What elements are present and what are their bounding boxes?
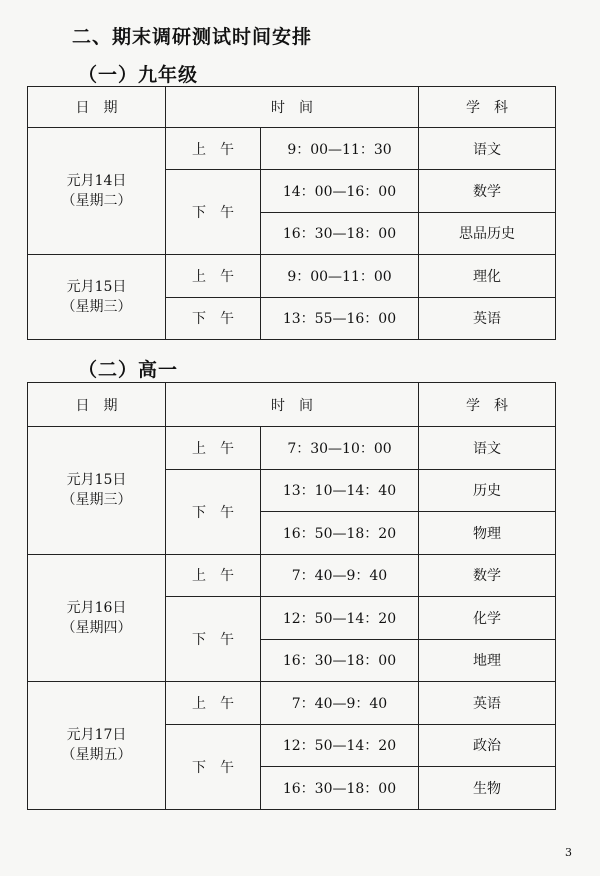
header-date: 日 期 (28, 87, 166, 128)
subject-cell: 思品历史 (419, 212, 556, 254)
weekday-text: （星期三） (61, 299, 132, 316)
time-cell: 9：00—11：30 (261, 128, 419, 170)
time-cell: 12：50—14：20 (261, 724, 419, 767)
header-time: 时 间 (166, 87, 419, 128)
date-text: 元月17日 (66, 727, 127, 744)
date-cell (28, 554, 166, 682)
table-header-row (28, 87, 556, 128)
period-cell: 下 午 (166, 297, 261, 339)
table-row (28, 255, 556, 297)
period-cell: 上 午 (166, 255, 261, 297)
subject-cell: 政治 (419, 724, 556, 767)
header-date: 日 期 (28, 383, 166, 427)
date-cell (28, 255, 166, 340)
period-cell: 上 午 (166, 554, 261, 597)
time-cell: 7：40—9：40 (261, 554, 419, 597)
weekday-text: （星期四） (61, 619, 132, 636)
header-subject: 学 科 (419, 383, 556, 427)
subject-cell: 语文 (419, 427, 556, 470)
subject-cell: 数学 (419, 170, 556, 212)
period-cell: 下 午 (166, 597, 261, 682)
time-cell: 13：55—16：00 (261, 297, 419, 339)
date-cell (28, 427, 166, 555)
subject-cell: 历史 (419, 469, 556, 512)
subject-cell: 语文 (419, 128, 556, 170)
subject-cell: 地理 (419, 639, 556, 682)
table-row (28, 128, 556, 170)
date-cell (28, 128, 166, 255)
time-cell: 12：50—14：20 (261, 597, 419, 640)
page-number: 3 (565, 846, 572, 859)
date-text: 元月16日 (66, 599, 127, 616)
schedule-table-senior1 (27, 382, 556, 810)
time-cell: 14：00—16：00 (261, 170, 419, 212)
date-text: 元月15日 (66, 472, 127, 489)
subject-cell: 物理 (419, 512, 556, 555)
time-cell: 9：00—11：00 (261, 255, 419, 297)
time-cell: 16：50—18：20 (261, 512, 419, 555)
schedule-table-grade9 (27, 86, 556, 340)
time-cell: 13：10—14：40 (261, 469, 419, 512)
time-cell: 16：30—18：00 (261, 767, 419, 810)
subject-cell: 英语 (419, 297, 556, 339)
section-title-senior1: （二）高一 (78, 359, 179, 381)
time-cell: 16：30—18：00 (261, 639, 419, 682)
time-cell: 7：40—9：40 (261, 682, 419, 725)
subject-cell: 数学 (419, 554, 556, 597)
time-cell: 7：30—10：00 (261, 427, 419, 470)
period-cell: 上 午 (166, 682, 261, 725)
date-text: 元月15日 (66, 279, 127, 296)
weekday-text: （星期二） (61, 193, 132, 210)
page-heading: 二、期末调研测试时间安排 (72, 26, 313, 48)
table-row (28, 554, 556, 597)
table-row (28, 427, 556, 470)
header-time: 时 间 (166, 383, 419, 427)
date-text: 元月14日 (66, 173, 127, 190)
header-subject: 学 科 (419, 87, 556, 128)
period-cell: 下 午 (166, 724, 261, 809)
subject-cell: 理化 (419, 255, 556, 297)
table-row (28, 682, 556, 725)
period-cell: 上 午 (166, 427, 261, 470)
subject-cell: 英语 (419, 682, 556, 725)
weekday-text: （星期三） (61, 492, 132, 509)
weekday-text: （星期五） (61, 747, 132, 764)
subject-cell: 化学 (419, 597, 556, 640)
date-cell (28, 682, 166, 810)
subject-cell: 生物 (419, 767, 556, 810)
period-cell: 上 午 (166, 128, 261, 170)
table-header-row (28, 383, 556, 427)
period-cell: 下 午 (166, 469, 261, 554)
time-cell: 16：30—18：00 (261, 212, 419, 254)
period-cell: 下 午 (166, 170, 261, 255)
section-title-grade9: （一）九年级 (78, 64, 199, 86)
